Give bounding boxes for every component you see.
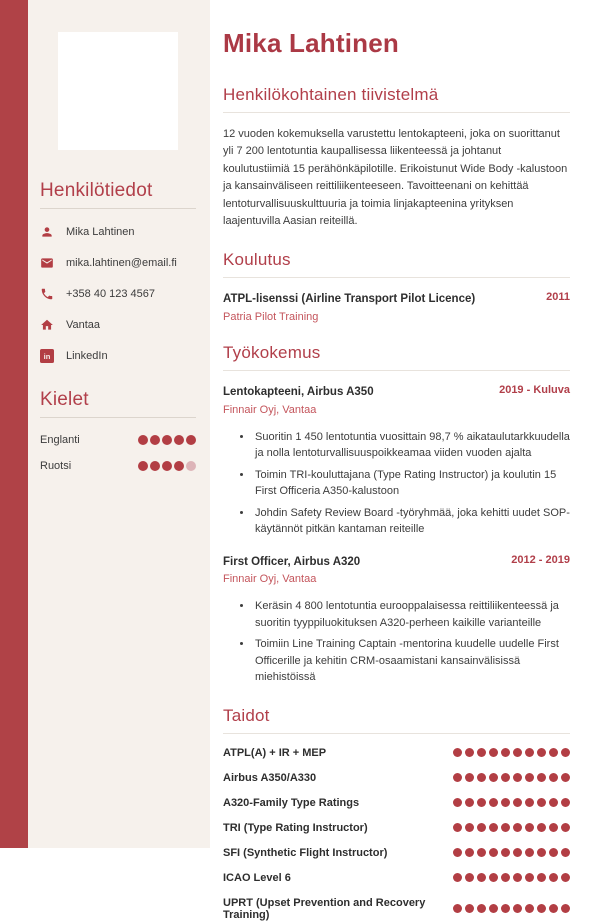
- job-company: Finnair Oyj, Vantaa: [223, 403, 317, 416]
- skill-level-dots: [450, 773, 570, 782]
- filled-dot: [561, 904, 570, 913]
- filled-dot: [525, 904, 534, 913]
- skill-level-dots: [450, 873, 570, 882]
- contact-section-title: Henkilötiedot: [40, 180, 153, 201]
- filled-dot: [186, 435, 196, 445]
- filled-dot: [465, 904, 474, 913]
- filled-dot: [489, 823, 498, 832]
- skill-row: [223, 847, 570, 859]
- filled-dot: [477, 798, 486, 807]
- filled-dot: [453, 873, 462, 882]
- filled-dot: [561, 798, 570, 807]
- skill-label: TRI (Type Rating Instructor): [223, 821, 368, 834]
- filled-dot: [561, 848, 570, 857]
- filled-dot: [513, 773, 522, 782]
- divider: [223, 112, 570, 113]
- empty-dot: [186, 461, 196, 471]
- filled-dot: [453, 798, 462, 807]
- experience-section: [223, 343, 570, 686]
- language-row: [40, 434, 196, 446]
- job-bullet: • Keräsin 4 800 lentotuntia eurooppalaisessa reittiliikenteessä ja suoritin tyyppiluokituksen A320-perheen kaikille varianteille: [253, 598, 570, 631]
- contact-item-location: [40, 318, 196, 332]
- filled-dot: [501, 773, 510, 782]
- filled-dot: [561, 748, 570, 757]
- filled-dot: [561, 823, 570, 832]
- contact-item-name: [40, 225, 196, 239]
- filled-dot: [477, 748, 486, 757]
- summary-text: 12 vuoden kokemuksella varustettu lentokapteeni, joka on suorittanut yli 7 200 lentotuntia kaupallisessa liikenteessä ja johtanut koulutustiimiä 15 perähönkäpilotille. Erikoistunut Wide Body -kalustoon ja kansainväliseen reittiliikenteeseen. Tavoitteenani on kehittää lentoturvallisuuskulttuuria ja toimia linjakapteenina yrityksen laajentuvilla Aasian reiteillä.: [223, 128, 568, 227]
- skill-row: [223, 747, 570, 759]
- filled-dot: [513, 748, 522, 757]
- skills-list: [223, 747, 570, 921]
- filled-dot: [525, 823, 534, 832]
- filled-dot: [549, 748, 558, 757]
- filled-dot: [501, 873, 510, 882]
- skill-label: ICAO Level 6: [223, 871, 291, 884]
- contact-location-text: Vantaa: [66, 319, 101, 331]
- contact-name-text: Mika Lahtinen: [66, 226, 135, 238]
- languages-section-title: Kielet: [40, 389, 89, 410]
- filled-dot: [453, 823, 462, 832]
- filled-dot: [150, 461, 160, 471]
- skill-label: ATPL(A) + IR + MEP: [223, 746, 327, 759]
- language-row: [40, 460, 196, 472]
- filled-dot: [537, 848, 546, 857]
- summary-section: [223, 85, 570, 230]
- filled-dot: [537, 904, 546, 913]
- skill-level-dots: [450, 848, 570, 857]
- education-degree: ATPL-lisenssi (Airline Transport Pilot Licence): [223, 293, 476, 306]
- education-entry: [223, 291, 570, 323]
- main-content: [210, 0, 600, 921]
- email-icon: [40, 256, 54, 270]
- filled-dot: [501, 798, 510, 807]
- filled-dot: [501, 904, 510, 913]
- filled-dot: [525, 873, 534, 882]
- language-level-dots: [136, 461, 196, 471]
- summary-section-title: Henkilökohtainen tiivistelmä: [223, 85, 439, 104]
- skill-label: SFI (Synthetic Flight Instructor): [223, 846, 388, 859]
- skill-level-dots: [450, 748, 570, 757]
- person-icon: [40, 225, 54, 239]
- filled-dot: [561, 873, 570, 882]
- job-bullet: • Johdin Safety Review Board -työryhmää, joka kehitti uudet SOP-käytännöt pitkän kantaman reiteille: [253, 505, 570, 538]
- filled-dot: [489, 873, 498, 882]
- divider: [223, 277, 570, 278]
- filled-dot: [477, 904, 486, 913]
- experience-section-title: Työkokemus: [223, 342, 321, 362]
- education-section-title: Koulutus: [223, 250, 291, 270]
- skill-row: [223, 822, 570, 834]
- job-role: First Officer, Airbus A320: [223, 555, 361, 568]
- svg-text:in: in: [43, 352, 51, 362]
- job-bullet-list: [223, 598, 570, 686]
- divider: [223, 370, 570, 371]
- job-date: 2012 - 2019: [511, 553, 570, 566]
- filled-dot: [513, 904, 522, 913]
- filled-dot: [489, 904, 498, 913]
- education-school: Patria Pilot Training: [223, 310, 319, 323]
- filled-dot: [525, 748, 534, 757]
- skill-row: [223, 772, 570, 784]
- filled-dot: [138, 435, 148, 445]
- filled-dot: [174, 461, 184, 471]
- filled-dot: [162, 435, 172, 445]
- contact-email-text: mika.lahtinen@email.fi: [66, 257, 177, 269]
- education-date: 2011: [546, 291, 570, 304]
- skill-level-dots: [450, 823, 570, 832]
- filled-dot: [453, 773, 462, 782]
- filled-dot: [501, 823, 510, 832]
- filled-dot: [513, 873, 522, 882]
- filled-dot: [465, 873, 474, 882]
- job-bullet: • Toimin TRI-kouluttajana (Type Rating Instructor) ja koulutin 15 First Officeria A350-kalustoon: [253, 467, 570, 500]
- job-bullet: • Toimiin Line Training Captain -mentorina kuudelle uudelle First Officerille ja kehitin CRM-osaamistani kansainvälisissä miehistöissä: [253, 636, 570, 686]
- filled-dot: [477, 848, 486, 857]
- filled-dot: [549, 873, 558, 882]
- linkedin-icon: [40, 349, 54, 363]
- contact-item-email: [40, 256, 196, 270]
- contact-item-phone: [40, 287, 196, 301]
- experience-entry: [223, 554, 570, 686]
- filled-dot: [501, 848, 510, 857]
- job-bullet-list: [223, 429, 570, 538]
- profile-photo-placeholder: [58, 32, 178, 150]
- filled-dot: [549, 798, 558, 807]
- skill-row: [223, 872, 570, 884]
- contact-item-linkedin: [40, 349, 196, 363]
- filled-dot: [525, 798, 534, 807]
- divider: [40, 417, 196, 418]
- filled-dot: [525, 848, 534, 857]
- divider: [223, 733, 570, 734]
- language-level-dots: [136, 435, 196, 445]
- filled-dot: [150, 435, 160, 445]
- job-bullet: • Suoritin 1 450 lentotuntia vuosittain 98,7 % aikataulutarkkuudella ja nolla lentoturvallisuuspoikkeamaa viiden vuoden ajalta: [253, 429, 570, 462]
- filled-dot: [453, 848, 462, 857]
- page-title: Mika Lahtinen: [223, 28, 399, 58]
- filled-dot: [465, 848, 474, 857]
- filled-dot: [561, 773, 570, 782]
- filled-dot: [537, 823, 546, 832]
- job-company: Finnair Oyj, Vantaa: [223, 573, 317, 586]
- filled-dot: [477, 773, 486, 782]
- language-label: Englanti: [40, 434, 80, 446]
- skill-label: Airbus A350/A330: [223, 771, 317, 784]
- filled-dot: [549, 773, 558, 782]
- filled-dot: [477, 873, 486, 882]
- filled-dot: [489, 748, 498, 757]
- filled-dot: [513, 848, 522, 857]
- experience-entry: [223, 384, 570, 538]
- filled-dot: [489, 848, 498, 857]
- home-icon: [40, 318, 54, 332]
- filled-dot: [174, 435, 184, 445]
- skill-level-dots: [450, 904, 570, 913]
- filled-dot: [537, 798, 546, 807]
- skills-section: [223, 706, 570, 921]
- education-section: [223, 250, 570, 323]
- filled-dot: [453, 748, 462, 757]
- filled-dot: [489, 773, 498, 782]
- filled-dot: [513, 798, 522, 807]
- languages-section: [40, 389, 196, 472]
- job-date: 2019 - Kuluva: [499, 383, 570, 396]
- sidebar: [28, 0, 210, 848]
- filled-dot: [489, 798, 498, 807]
- filled-dot: [549, 904, 558, 913]
- filled-dot: [525, 773, 534, 782]
- skill-row: [223, 897, 570, 921]
- filled-dot: [549, 848, 558, 857]
- contact-phone-text: +358 40 123 4567: [66, 288, 156, 300]
- filled-dot: [453, 904, 462, 913]
- accent-stripe: [0, 0, 28, 848]
- filled-dot: [537, 748, 546, 757]
- job-role: Lentokapteeni, Airbus A350: [223, 385, 374, 398]
- filled-dot: [465, 773, 474, 782]
- filled-dot: [549, 823, 558, 832]
- skill-row: [223, 797, 570, 809]
- filled-dot: [465, 748, 474, 757]
- filled-dot: [162, 461, 172, 471]
- filled-dot: [477, 823, 486, 832]
- filled-dot: [138, 461, 148, 471]
- skill-level-dots: [450, 798, 570, 807]
- language-label: Ruotsi: [40, 460, 72, 472]
- phone-icon: [40, 287, 54, 301]
- filled-dot: [465, 823, 474, 832]
- skill-label: UPRT (Upset Prevention and Recovery Training): [223, 896, 426, 921]
- contact-linkedin-text: LinkedIn: [66, 350, 108, 362]
- divider: [40, 208, 196, 209]
- skills-section-title: Taidot: [223, 705, 270, 725]
- filled-dot: [465, 798, 474, 807]
- filled-dot: [537, 873, 546, 882]
- filled-dot: [537, 773, 546, 782]
- filled-dot: [513, 823, 522, 832]
- filled-dot: [501, 748, 510, 757]
- skill-label: A320-Family Type Ratings: [223, 796, 360, 809]
